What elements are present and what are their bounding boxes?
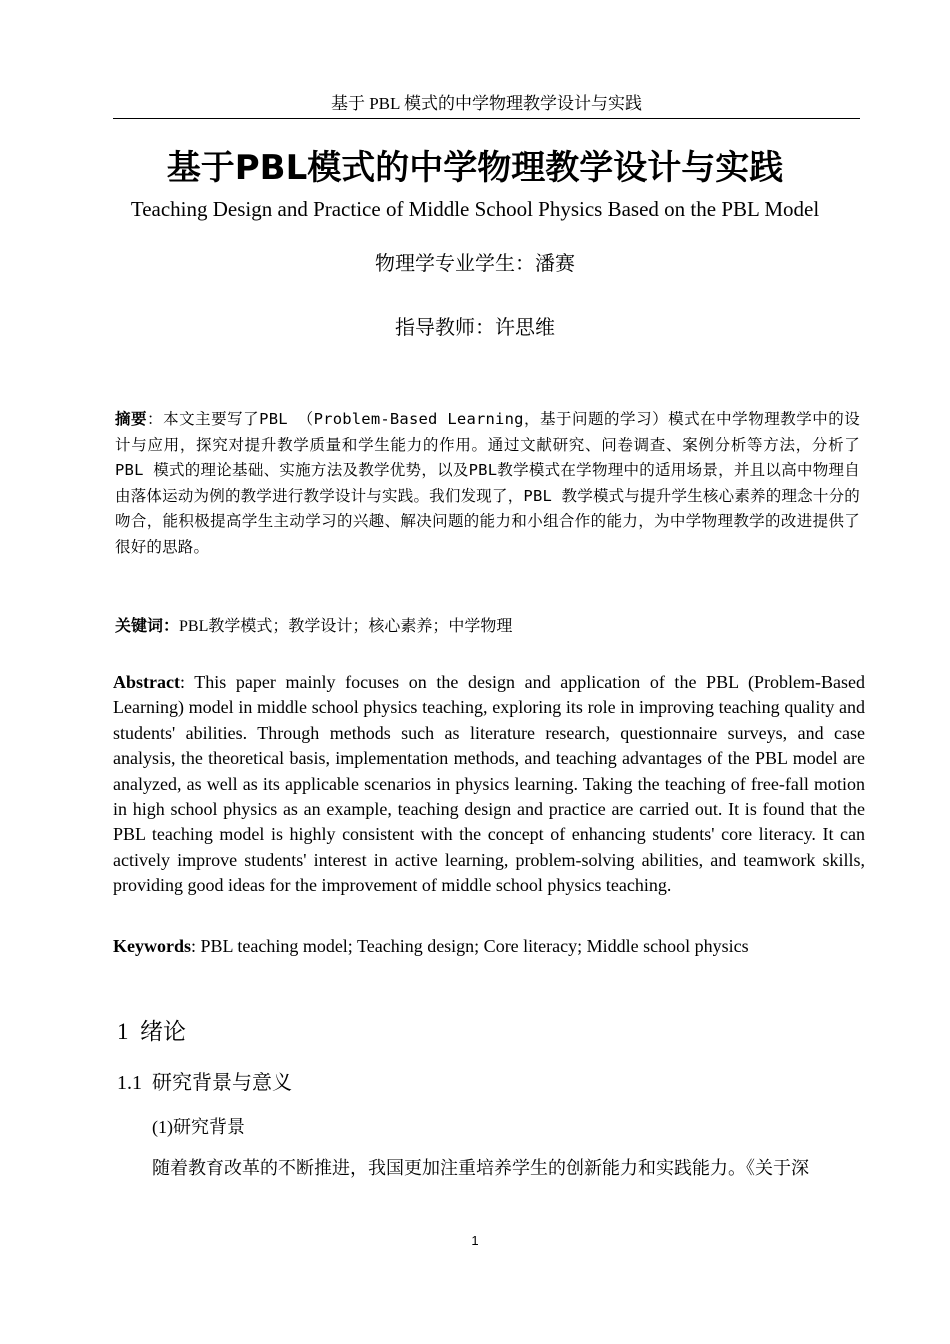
keywords-english: [113, 933, 865, 959]
keywords-chinese-first: PBL: [179, 618, 209, 635]
subsection-number: 1.1: [117, 1072, 142, 1094]
keywords-english-label: Keywords: [113, 936, 191, 956]
section-title: 绪论: [140, 1019, 186, 1045]
abstract-english-label: Abstract: [113, 672, 180, 692]
section-number: 1: [117, 1019, 129, 1044]
subsection-title: 研究背景与意义: [152, 1070, 292, 1094]
paper-title-english: Teaching Design and Practice of Middle School Physics Based on the PBL Model: [130, 197, 820, 221]
body-paragraph: 随着教育改革的不断推进，我国更加注重培养学生的创新能力和实践能力。《关于深: [152, 1158, 809, 1178]
keywords-chinese: [115, 613, 860, 640]
running-header: 基于 PBL 模式的中学物理教学设计与实践: [330, 94, 643, 113]
abstract-chinese-label: 摘要: [115, 410, 148, 428]
abstract-english: [113, 670, 865, 899]
keywords-chinese-label: 关键词：: [115, 616, 180, 635]
section-heading-1: [117, 1016, 186, 1048]
abstract-chinese: [115, 407, 860, 560]
author-line: 物理学专业学生：潘赛: [375, 251, 575, 275]
keywords-chinese-text: 教学模式；教学设计；核心素养；中学物理: [208, 616, 513, 635]
advisor-line: 指导教师：许思维: [395, 315, 555, 339]
page-number: 1: [471, 1233, 479, 1248]
keywords-english-text: : PBL teaching model; Teaching design; Core literacy; Middle school physics: [191, 936, 749, 956]
abstract-english-text: : This paper mainly focuses on the design and application of the PBL (Problem-Based Learning) model in middle school physics teaching, exploring its role in improving teaching quality and students' abilities. Through methods such as literature research, questionnaire surveys, and case analysis, the theoretical basis, implementation methods, and teaching advantages of the PBL model are analyzed, as well as its applicable scenarios in physics learning. Taking the teaching of free-fall motion in high school physics as an example, teaching design and practice are carried out. It is found that the PBL teaching model is highly consistent with the concept of enhancing students' core literacy. It can actively improve students' interest in active learning, problem-solving abilities, and teamwork skills, providing good ideas for the improvement of middle school physics teaching.: [113, 672, 865, 896]
header-rule: [113, 118, 860, 119]
paper-title-chinese: 基于PBL模式的中学物理教学设计与实践: [166, 148, 784, 188]
abstract-chinese-text: ：本文主要写了PBL （Problem-Based Learning，基于问题的学习）模式在中学物理教学中的设计与应用，探究对提升教学质量和学生能力的作用。通过文献研究、问卷调查、案例分析等方法，分析了 PBL 模式的理论基础、实施方法及教学优势，以及PBL教学模式在学物理中的适用场景，并且以高中物理自由落体运动为例的教学进行教学设计与实践。我们发现了，PBL 教学模式与提升学生核心素养的理念十分的吻合，能积极提高学生主动学习的兴趣、解决问题的能力和小组合作的能力，为中学物理教学的改进提供了很好的思路。: [115, 410, 860, 556]
section-heading-1-1: [117, 1067, 292, 1098]
subsection-label: (1)研究背景: [152, 1117, 245, 1137]
